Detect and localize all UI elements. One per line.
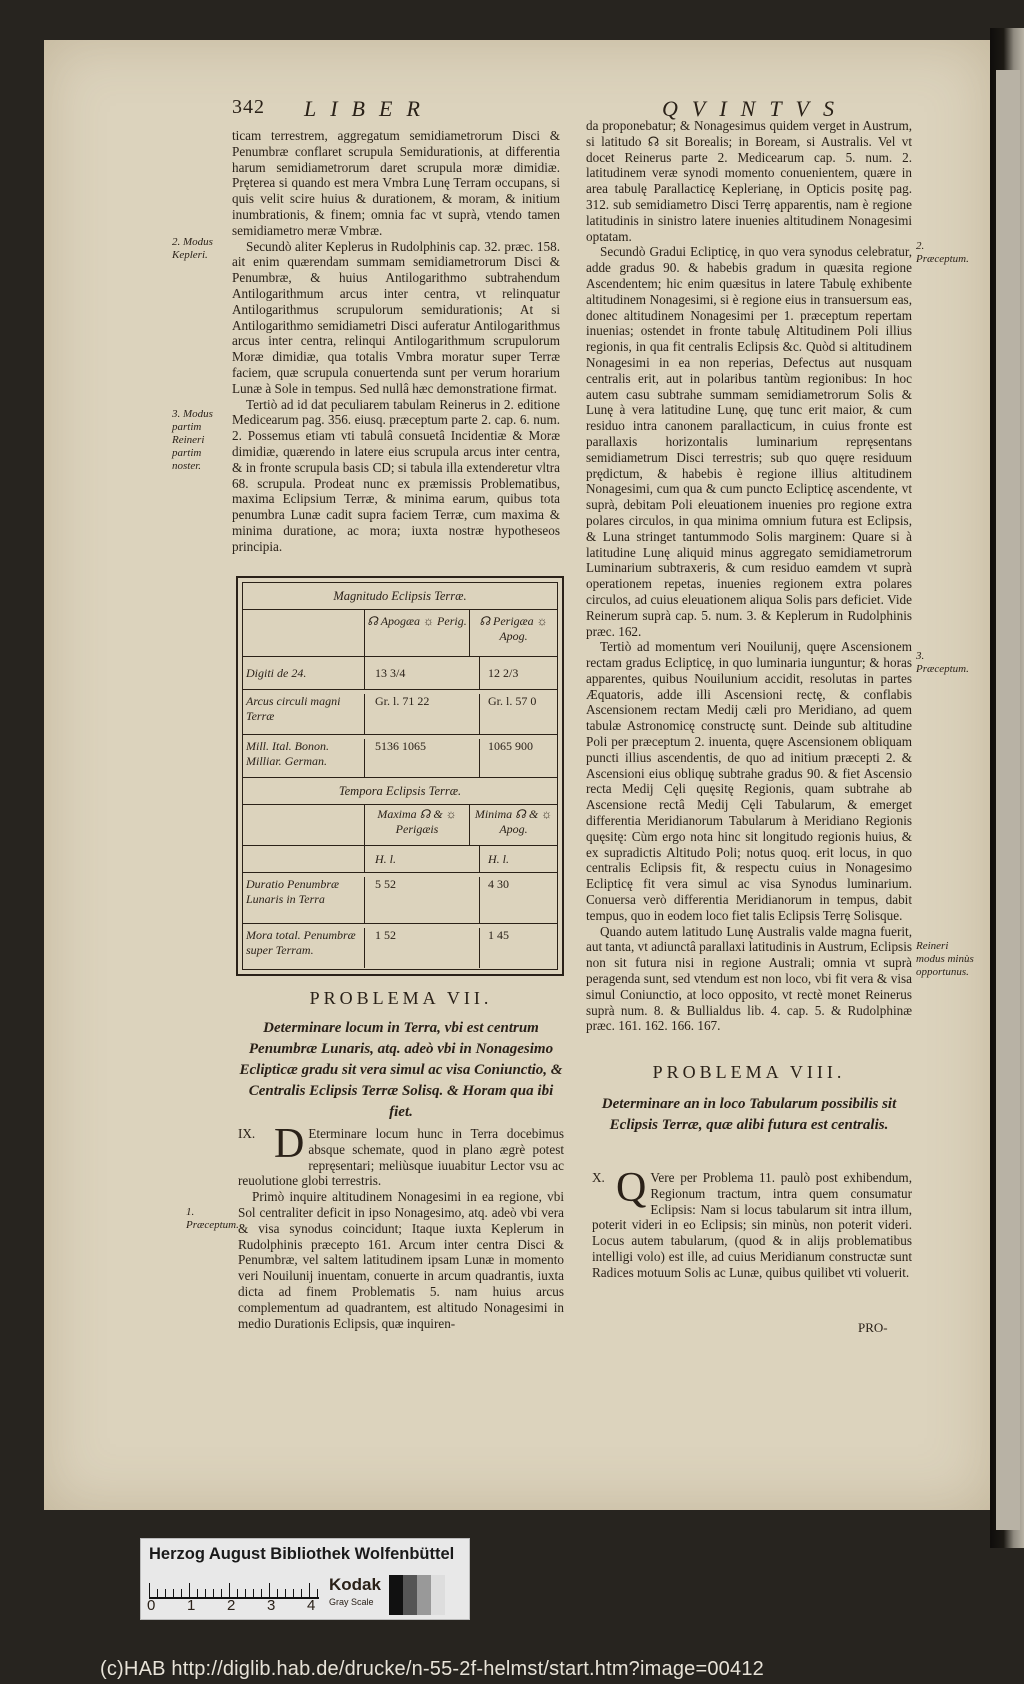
margin-note-modus2: 2. Modus Kepleri.	[172, 236, 213, 261]
table-title-tempora: Tempora Eclipsis Terræ.	[243, 778, 557, 805]
page-number: 342	[232, 96, 265, 118]
table-row	[243, 735, 557, 778]
kodak-logo: Kodak	[329, 1575, 381, 1594]
ruler-number: 2	[227, 1597, 236, 1614]
margin-note-reineri: Reineri modus minùs opportunus.	[916, 940, 974, 978]
table-row	[243, 924, 557, 968]
gray-swatch-mid	[417, 1575, 431, 1615]
right-paragraph-4: Quando autem latitudo Lunę Australis valde magna fuerit, aut tanta, vt adiunctâ parallaxi latitudinis in Austrum, Eclipsis non sit futura nisi in regione Australi; omnia vt suprà peragenda sunt, sed vtendum est non loco, vbi fit vera & visa simul Coniunctio, at loco opposito, vt rectè monet Reinerus suprà num. 8. & Bullialdus lib. 4. cap. 5. & Rudolphinæ præc. 161. 162. 166. 167.	[586, 923, 912, 1034]
table-row	[243, 690, 557, 735]
header-liber: LIBER	[304, 96, 434, 121]
margin-note-precept2: 2. Præceptum.	[916, 240, 969, 265]
cell: 4 30	[488, 877, 509, 891]
cell: H. l.	[488, 852, 509, 866]
margin-note-precept1: 1. Præceptum.	[186, 1206, 239, 1231]
cell: 1 52	[365, 928, 480, 968]
cell: 5136 1065	[365, 739, 480, 777]
table-head-perigaea: ☊ Perigæa ☼ Apog.	[479, 614, 548, 643]
table-header-row	[243, 805, 557, 846]
header-quintus: QVINTVS	[662, 96, 848, 121]
left-paragraph-3: Tertiò ad id dat peculiarem tabulam Reinerus in 2. editione Medicearum pag. 356. eiusq. præceptum parte 2. cap. 6. num. 2. Possemus etiam vti tabulâ consuetâ Incidentiæ & Moræ dimidiæ, quærendo in latere eius scrupula arcus inter centra, & in fronte scrupula basis CD; si tabula illa extenderetur vltra 68. scrupula. Prodeat nunc ex præmissis Problematibus, maxima Eclipsium Terræ, & minima earum, quibus tota penumbra Lunæ cadit supra faciem Terræ, cum maxima & minima duratione, ac mora; iuxta nostræ hypotheseos principia.	[232, 396, 560, 554]
ruler-number: 0	[147, 1597, 156, 1614]
problem-8-subtitle: Determinare an in loco Tabularum possibilis sit Eclipsis Terræ, quæ alibi futura est centralis.	[601, 1096, 897, 1133]
margin-note-modus3: 3. Modus partim Reineri partim noster.	[172, 408, 213, 472]
row-label-duratio: Duratio Penumbræ Lunaris in Terra	[243, 877, 365, 923]
problem-8-dropcap: Q	[616, 1165, 647, 1211]
problem-7-body	[238, 1121, 564, 1331]
problem-7-number: IX.	[238, 1126, 256, 1141]
table-head-apogaea: ☊ Apogæa ☼ Perig.	[365, 610, 470, 656]
gray-swatch-light	[431, 1575, 445, 1615]
eclipse-table	[236, 576, 564, 976]
gray-scale-label: Gray Scale	[329, 1597, 374, 1607]
table-row	[243, 873, 557, 924]
row-label-digiti: Digiti de 24.	[243, 657, 365, 689]
table-head-minima: Minima ☊ & ☼ Apog.	[474, 807, 553, 836]
left-paragraph-1: ticam terrestrem, aggregatum semidiametrorum Disci & Penumbræ conflaret scrupula Semidurationis, at differentia harum semidiametrorum daret scrupula moræ dimidiæ. Pręterea si quando est mera Vmbra Lunę Terram occupans, si quis velit scire huius & durationem, & moram, & initium inumbrationis, & finem; omnia fac vt suprà, vtendo tamen semidiametro meræ Vmbræ.	[232, 128, 560, 238]
ruler-number: 4	[307, 1597, 316, 1614]
cell: Gr. l. 71 22	[365, 694, 480, 734]
gray-swatch-black	[389, 1575, 403, 1615]
problem-7-dropcap: D	[274, 1121, 305, 1167]
right-paragraph-1: da proponebatur; & Nonagesimus quidem verget in Austrum, si latitudo ☊ sit Borealis; in Boream, si Australis. Vel vt docet Reinerus parte 2. Medicearum cap. 5. num. 2. latitudinem veræ synodi momento conuenientem, quære in area tabulę Parallacticę Keplerianę, in Opticis positę pag. 312. sub semidiametro Disci Terrę apparentis, nam è regione latitudinis in sinistro latere inuenies altitudinem Nonagesimi optatam.	[586, 118, 912, 244]
ruler-number: 1	[187, 1597, 196, 1614]
problem-8-text: Vere per Problema 11. paulò post exhibendum, Regionum tractum, intra quem consumatur Eclipsis: Nam si locus tabularum sit intra illum, poterit videri in eo Eclipsis; sin minùs, non poterit videri. Locus autem tabularum, (quod & in alijs problematibus intelligi volo) est ille, ad cuius Meridianum constructæ sunt Radices motuum Solis ac Lunæ, quibus quilibet vti voluerit.	[592, 1170, 912, 1280]
table-title-magnitude: Magnitudo Eclipsis Terræ.	[243, 583, 557, 610]
problem-8-number: X.	[592, 1170, 605, 1185]
margin-note-precept3: 3. Præceptum.	[916, 650, 969, 675]
cell: 1065 900	[488, 739, 533, 753]
cell: Gr. l. 57 0	[488, 694, 537, 708]
cell: H. l.	[365, 846, 480, 872]
ruler	[149, 1575, 319, 1599]
row-label-mill: Mill. Ital. Bonon. Milliar. German.	[243, 739, 365, 777]
catchword: PRO-	[858, 1320, 888, 1335]
table-row	[243, 846, 557, 873]
table-head-maxima: Maxima ☊ & ☼ Perigæis	[365, 805, 470, 845]
library-color-card	[140, 1538, 470, 1620]
row-label-mora: Mora total. Penumbræ super Terram.	[243, 928, 365, 968]
problem-8-body	[592, 1165, 912, 1281]
cell: 1 45	[488, 928, 509, 942]
table-row	[243, 657, 557, 690]
problem-7-heading: PROBLEMA VII.	[309, 988, 493, 1008]
gray-swatch-dark	[403, 1575, 417, 1615]
row-label-arcus: Arcus circuli magni Terræ	[243, 694, 365, 734]
library-name: Herzog August Bibliothek Wolfenbüttel	[149, 1545, 455, 1563]
problem-8-heading: PROBLEMA VIII.	[652, 1062, 846, 1082]
left-column-top	[232, 128, 560, 555]
ruler-number: 3	[267, 1597, 276, 1614]
right-paragraph-3: Tertiò ad momentum veri Nouilunij, quęre Ascensionem rectam gradus Eclipticę, in quo luminaria iunguntur; & horas apparentes, quibus Nouilunium accidit, resolutas in partes Æquatoris, adde illi Ascensioni rectę, & conflabis Ascensionem rectam Medij cæli pro Meridiano, ad quem tabulæ Astronomicę constructę sunt. Deinde sub altitudine Poli per præceptum 2. inuenta, quęre Ascensionem obliquam puncti illius ascendentis, de quo ad initium præcepti 2. & Ascensioni eius obliquę subtrahe gradus 90. & fiet Ascensio recta Medij Cęli quęsitę Regionis, quam subtrahe ab Ascensione rectâ Medij Cęli Tabularum, & emerget differentia Meridianorum Tabularum à Meridiano Regionis quęsitę: Cùm ergo nota hinc sit longitudo regionis huius, & ex supradictis Altitudo Poli; notus quoq. erit locus, in quo centralis Eclipsis fit, & respectu cuius in Nonagesimo Eclipticę fit vera simul ac visa Synodus luminarium. Conuersa verò differentia Meridianorum in tempus, dabit tempus, quo in eodem loco fiet talis Eclipsis Terrę Solisque.	[586, 639, 912, 923]
table-header-row	[243, 610, 557, 657]
cell: 5 52	[365, 877, 480, 923]
right-paragraph-2: Secundò Gradui Eclipticę, in quo vera synodus celebratur, adde gradus 90. & habebis gradum in quæsita regione Ascendentem; hic enim quæsitus in latere Tabulę exhibente altitudinem Nonagesimi, si è regione eius in transuersum eas, donec altitudinem Nonagesimi per 1. præceptum repertam inuenias; ostendet in fronte tabulę Altitudinem Poli illius regionis, in qua fit centralis Eclipsis &c. Quòd si altitudinem Nonagesimi in ea non reperias, Defectus aut nusquam centralis erit, aut in polaribus tantùm regionibus: In hoc autem casu subtrahe summam semidiametrorum Solis & Lunę à vera latitudine Lunę, quę tunc erit maior, & cum residuo intra canonem parallacticum, in cuius fronte est parallaxis horizontalis luminarium repręsentans semidiametrum Disci terrestris; sub quo quęre residuum prędictum, & habebis è regione illius altitudinem Nonagesimi, cum qua & cum puncto Eclipticę ascendente, vt suprà, debitam Poli eleuationem inuenies pro regione extra polares circulos, in qua minima omnium futura est Eclipsis, & Luna stringet tantummodo Solis marginem: Quare si à latitudine Lunę aliquid minus aggregato semidiametrorum Luminarium subtraxeris, & cum residuo eamdem vt suprà operationem repetas, inuenies regionem extra polares circulos, ad cuius eleuationem aliqua Solis pars deficiet. Vide Reinerum suprà cap. 5. num. 3. & Keplerum in Rudolphinis præc. 162.	[586, 244, 912, 639]
problem-7-text: Eterminare locum hunc in Terra docebimus absque schemate, quod in plano ægrè potest repręsentari; meliùsque iuuabitur Lector vsu ac reuolutione globi terrestris.	[238, 1126, 564, 1189]
problem-7-text2: Primò inquire altitudinem Nonagesimi in ea regione, vbi Sol centraliter deficit in ipso Nonagesimo, atq. adeò vbi vera & visa synodus coincidunt; Itaque iuxta Keplerum in Rudolphinis præcepto 161. Arcum inter centra Disci & Penumbræ, vel saltem latitudinem ipsam Lunæ in momento veri Nouilunij inuentam, conuerte in arcum quadrantis, iuxta dicta ad finem Problematis 5. nam huius arcus complementum ad quadrantem, est altitudo Nonagesimi in medio Durationis Eclipsis, quæ inquiren-	[238, 1189, 564, 1331]
right-column	[586, 118, 912, 1034]
copyright-credit: (c)HAB http://diglib.hab.de/drucke/n-55-2f-helmst/start.htm?image=00412	[100, 1658, 764, 1680]
cell: 13 3/4	[365, 657, 480, 689]
left-paragraph-2: Secundò aliter Keplerus in Rudolphinis cap. 32. præc. 158. ait enim quærendam summam semidiametrorum Disci & Penumbræ, & huius Antilogarithmo subtrahendum Antilogarithmum arcus inter centra, vt relinquatur Antilogarithmus scrupulorum semidurationis; At si Antilogarithmo semidiametri Disci auferatur Antilogarithmus arcus inter centra, relinqui Antilogarithmum scrupulorum Moræ dimidiæ, qua totalis Vmbra moratur super Terræ faciem, quæ scrupula conuertenda sunt per verum horarium Lunæ à Sole in tempus. Sed nullâ hæc demonstratione firmat.	[232, 238, 560, 396]
book-edge-inner	[996, 70, 1020, 1530]
cell: 12 2/3	[488, 666, 519, 680]
problem-7-subtitle: Determinare locum in Terra, vbi est centrum Penumbræ Lunaris, atq. adeò vbi in Nonagesimo Eclipticæ gradu sit vera simul ac visa Coniunctio, & Centralis Eclipsis Terræ Solisq. & Horam qua ibi fiet.	[239, 1020, 563, 1120]
